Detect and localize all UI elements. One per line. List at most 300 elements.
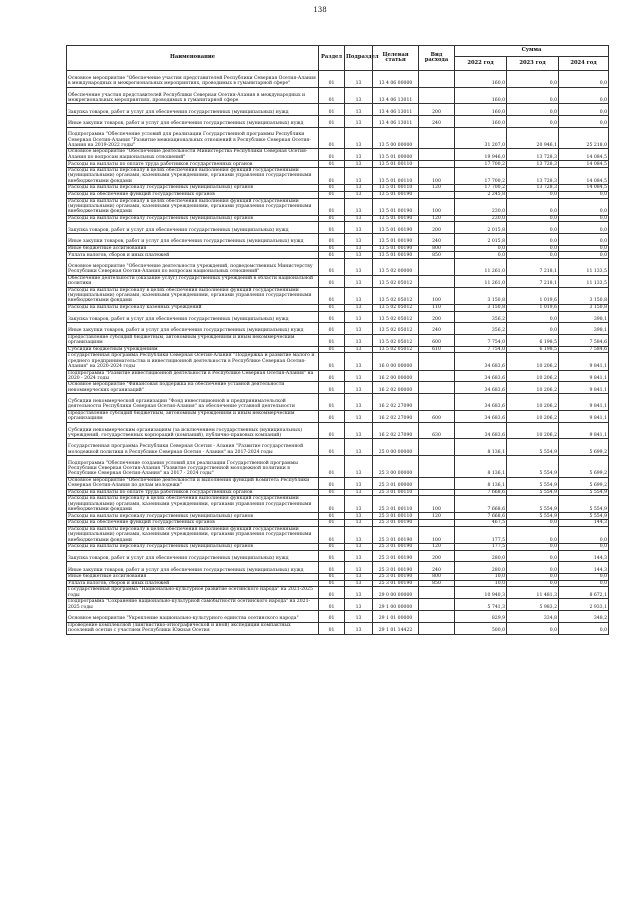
row-2024: 25 218,0 — [559, 127, 609, 149]
row-2022: 8 136,1 — [455, 456, 507, 478]
row-podrazdel: 13 — [345, 370, 373, 382]
row-vid: 800 — [419, 574, 455, 581]
row-name: Расходы на выплаты персоналу казенных учреждений — [67, 304, 319, 311]
table-row — [67, 104, 609, 116]
table-row — [67, 185, 609, 192]
row-2022: 8 136,1 — [455, 439, 507, 456]
row-2023: 5 554,9 — [507, 489, 559, 496]
row-2024: 8 672,1 — [559, 587, 609, 599]
row-2023: 0,0 — [507, 526, 559, 543]
row-2024: 9 841,1 — [559, 410, 609, 422]
row-vid — [419, 191, 455, 198]
row-target: 25 3 01 00110 — [373, 489, 419, 496]
row-razdel: 01 — [319, 259, 345, 276]
table-row — [67, 116, 609, 128]
row-2023: 1 019,6 — [507, 304, 559, 311]
row-2022: 5 741,3 — [455, 599, 507, 611]
row-2023: 0,0 — [507, 215, 559, 222]
row-2022: 19 946,0 — [455, 149, 507, 161]
row-2024: 9 841,1 — [559, 382, 609, 394]
row-name: Расходы на обеспечение функций государственных органов — [67, 520, 319, 527]
row-vid: 200 — [419, 311, 455, 323]
row-name: Государственная программа "Национально-культурное развитие осетинского народа" на 2021-2025 годы — [67, 587, 319, 599]
row-target: 16 2 02 00000 — [373, 382, 419, 394]
table-row — [67, 580, 609, 587]
row-podrazdel: 13 — [345, 353, 373, 370]
row-2022: 3 150,8 — [455, 304, 507, 311]
row-2023: 0,0 — [507, 580, 559, 587]
row-vid: 240 — [419, 323, 455, 335]
row-razdel: 01 — [319, 104, 345, 116]
table-row — [67, 304, 609, 311]
row-2024: 9 841,1 — [559, 370, 609, 382]
row-name: Субсидии бюджетным учреждениям — [67, 346, 319, 353]
row-podrazdel: 13 — [345, 185, 373, 192]
row-vid — [419, 353, 455, 370]
row-target: 25 3 01 00190 — [373, 550, 419, 562]
row-target: 25 3 01 00190 — [373, 580, 419, 587]
row-vid — [419, 275, 455, 287]
table-row — [67, 215, 609, 222]
row-2024: 11 133,5 — [559, 259, 609, 276]
row-2024: 398,1 — [559, 311, 609, 323]
row-2023: 0,0 — [507, 520, 559, 527]
row-vid — [419, 382, 455, 394]
table-row — [67, 422, 609, 439]
row-2023: 0,0 — [507, 116, 559, 128]
row-2022: 500,0 — [455, 622, 507, 634]
row-2023: 0,0 — [507, 245, 559, 252]
row-2022: 31 207,0 — [455, 127, 507, 149]
row-name: Закупка товаров, работ и услуг для обеспечения государственных (муниципальных) нужд — [67, 104, 319, 116]
row-razdel: 01 — [319, 198, 345, 215]
row-target: 16 2 00 00000 — [373, 370, 419, 382]
row-name: Иные бюджетные ассигнования — [67, 574, 319, 581]
row-vid — [419, 439, 455, 456]
row-target: 13 5 01 00110 — [373, 185, 419, 192]
row-2024: 0,0 — [559, 252, 609, 259]
table-row — [67, 550, 609, 562]
row-name: Обеспечение деятельности (оказание услуг) государственных учреждений в области национальной политики — [67, 275, 319, 287]
row-2022: 10,0 — [455, 580, 507, 587]
row-razdel: 01 — [319, 167, 345, 184]
row-2022: 230,0 — [455, 198, 507, 215]
row-2023: 0,0 — [507, 71, 559, 88]
row-2024: 9 841,1 — [559, 394, 609, 411]
row-razdel: 01 — [319, 222, 345, 234]
table-row — [67, 526, 609, 543]
header-razdel: Раздел — [319, 46, 345, 71]
row-name: Расходы на выплаты персоналу в целях обеспечения выполнения функций государственными (муниципальными) органами, казенными учреждениями, органами управления государственными внебюджетными фондами — [67, 167, 319, 184]
row-podrazdel: 13 — [345, 394, 373, 411]
row-razdel: 01 — [319, 550, 345, 562]
row-name: Расходы на выплаты по оплате труда работников государственных органов — [67, 489, 319, 496]
row-vid — [419, 611, 455, 623]
row-2024: 0,0 — [559, 191, 609, 198]
row-target: 13 5 01 00190 — [373, 198, 419, 215]
row-vid: 800 — [419, 245, 455, 252]
row-podrazdel: 13 — [345, 167, 373, 184]
row-2023: 0,0 — [507, 104, 559, 116]
row-razdel: 01 — [319, 346, 345, 353]
row-name: Расходы на выплаты персоналу государственных (муниципальных) органов — [67, 215, 319, 222]
row-2023: 5 554,9 — [507, 513, 559, 520]
row-2024: 7 584,6 — [559, 346, 609, 353]
header-2024: 2024 год — [559, 57, 609, 71]
row-target: 25 3 01 00000 — [373, 477, 419, 489]
row-vid: 200 — [419, 222, 455, 234]
row-2024: 144,3 — [559, 550, 609, 562]
row-2024: 3 150,8 — [559, 287, 609, 304]
row-name: Расходы на выплаты по оплате труда работников государственных органов — [67, 161, 319, 168]
table-row — [67, 191, 609, 198]
row-target: 13 5 01 00190 — [373, 222, 419, 234]
row-name: Уплата налогов, сборов и иных платежей — [67, 252, 319, 259]
row-vid — [419, 127, 455, 149]
table-row — [67, 370, 609, 382]
row-podrazdel: 13 — [345, 287, 373, 304]
row-podrazdel: 13 — [345, 611, 373, 623]
row-target: 13 5 02 05012 — [373, 311, 419, 323]
header-vid: Вид расхода — [419, 46, 455, 71]
row-2024: 0,0 — [559, 574, 609, 581]
row-razdel: 01 — [319, 161, 345, 168]
row-name: Основное мероприятие "Обеспечение деятельности учреждений, подведомственных Министерству Республики Северная Осетия-Алания по вопросам национальных отношений" — [67, 259, 319, 276]
row-name: Иные закупки товаров, работ и услуг для обеспечения государственных (муниципальных) нужд — [67, 562, 319, 574]
row-2022: 177,5 — [455, 526, 507, 543]
row-podrazdel: 13 — [345, 544, 373, 551]
row-target: 25 3 01 00110 — [373, 496, 419, 513]
row-2023: 13 728,3 — [507, 185, 559, 192]
row-vid — [419, 587, 455, 599]
table-row — [67, 252, 609, 259]
row-2024: 5 554,9 — [559, 489, 609, 496]
row-2024: 0,0 — [559, 104, 609, 116]
table-row — [67, 353, 609, 370]
row-target: 25 3 01 00190 — [373, 544, 419, 551]
table-row — [67, 222, 609, 234]
row-2024: 144,3 — [559, 562, 609, 574]
row-2024: 14 084,5 — [559, 167, 609, 184]
row-2023: 5 554,9 — [507, 477, 559, 489]
table-row — [67, 87, 609, 104]
row-podrazdel: 13 — [345, 346, 373, 353]
row-vid: 240 — [419, 234, 455, 246]
row-razdel: 01 — [319, 323, 345, 335]
row-podrazdel: 13 — [345, 477, 373, 489]
table-body — [67, 71, 609, 635]
row-name: Расходы на выплаты персоналу государственных (муниципальных) органов — [67, 544, 319, 551]
row-2022: 160,0 — [455, 87, 507, 104]
row-name: Иные закупки товаров, работ и услуг для обеспечения государственных (муниципальных) нужд — [67, 323, 319, 335]
table-row — [67, 477, 609, 489]
row-2022: 7 668,6 — [455, 489, 507, 496]
row-2023: 1 019,6 — [507, 287, 559, 304]
row-target: 13 5 01 00000 — [373, 149, 419, 161]
row-razdel: 01 — [319, 394, 345, 411]
row-2024: 144,3 — [559, 520, 609, 527]
row-2023: 6 198,5 — [507, 334, 559, 346]
row-podrazdel: 13 — [345, 520, 373, 527]
row-2023: 10 206,2 — [507, 370, 559, 382]
row-2022: 34 683,6 — [455, 353, 507, 370]
table-row — [67, 611, 609, 623]
row-target: 16 2 02 27090 — [373, 422, 419, 439]
row-2023: 7 218,1 — [507, 259, 559, 276]
table-row — [67, 520, 609, 527]
row-2024: 7 584,6 — [559, 334, 609, 346]
row-target: 16 2 02 27090 — [373, 394, 419, 411]
row-2023: 0,0 — [507, 198, 559, 215]
table-row — [67, 275, 609, 287]
row-2022: 2 245,8 — [455, 191, 507, 198]
row-name: Основное мероприятие "Обеспечение деятельности Министерства Республики Северная Осетия-Алания по вопросам национальных отношений" — [67, 149, 319, 161]
header-podrazdel: Подраздел — [345, 46, 373, 71]
row-target: 25 3 01 00110 — [373, 513, 419, 520]
table-row — [67, 394, 609, 411]
row-target: 29 0 00 00000 — [373, 587, 419, 599]
row-2022: 0,0 — [455, 252, 507, 259]
header-target: Целевая статья — [373, 46, 419, 71]
row-podrazdel: 13 — [345, 234, 373, 246]
row-2024: 9 841,1 — [559, 422, 609, 439]
row-razdel: 01 — [319, 149, 345, 161]
row-2022: 10,0 — [455, 574, 507, 581]
row-2023: 0,0 — [507, 311, 559, 323]
row-name: Расходы на выплаты персоналу в целях обеспечения выполнения функций государственными (муниципальными) органами, казенными учреждениями, органами управления государственными внебюджетными фондами — [67, 198, 319, 215]
row-2023: 20 946,1 — [507, 127, 559, 149]
table-row — [67, 149, 609, 161]
table-row — [67, 496, 609, 513]
row-name: Расходы на выплаты персоналу государственных (муниципальных) органов — [67, 513, 319, 520]
row-razdel: 01 — [319, 520, 345, 527]
row-podrazdel: 13 — [345, 496, 373, 513]
table-row — [67, 410, 609, 422]
row-2023: 13 728,3 — [507, 161, 559, 168]
row-2024: 9 841,1 — [559, 353, 609, 370]
row-2024: 0,0 — [559, 580, 609, 587]
row-vid — [419, 489, 455, 496]
row-vid: 100 — [419, 167, 455, 184]
row-target: 25 3 01 00190 — [373, 526, 419, 543]
budget-table — [66, 45, 609, 635]
row-2024: 5 699,2 — [559, 477, 609, 489]
row-target: 25 3 01 00190 — [373, 520, 419, 527]
row-name: Основное мероприятие "Обеспечение участия представителей Республики Северная Осетия-Алания в международных и межрегиональных мероприятиях, проводимых в гуманитарной сфере" — [67, 71, 319, 88]
row-target: 25 3 01 00190 — [373, 562, 419, 574]
row-target: 25 0 00 00000 — [373, 439, 419, 456]
row-podrazdel: 13 — [345, 323, 373, 335]
table-row — [67, 622, 609, 634]
table-row — [67, 513, 609, 520]
row-vid — [419, 599, 455, 611]
row-target: 13 5 01 00110 — [373, 167, 419, 184]
row-vid — [419, 370, 455, 382]
row-2022: 2 015,8 — [455, 222, 507, 234]
row-target: 13 5 02 05012 — [373, 287, 419, 304]
row-target: 16 2 02 27090 — [373, 410, 419, 422]
row-2022: 34 683,6 — [455, 394, 507, 411]
row-name: Субсидии некоммерческой организации "Фонд инвестиционной и предпринимательской деятельности Республики Северная Осетия-Алания" на обеспечение уставной деятельности — [67, 394, 319, 411]
row-target: 29 1 00 00000 — [373, 599, 419, 611]
row-target: 16 0 00 00000 — [373, 353, 419, 370]
row-2022: 10 940,3 — [455, 587, 507, 599]
row-name: Иные закупки товаров, работ и услуг для обеспечения государственных (муниципальных) нужд — [67, 234, 319, 246]
row-2024: 398,1 — [559, 323, 609, 335]
row-vid: 630 — [419, 422, 455, 439]
row-target: 25 3 00 00000 — [373, 456, 419, 478]
row-podrazdel: 13 — [345, 311, 373, 323]
row-2022: 7 754,0 — [455, 346, 507, 353]
row-razdel: 01 — [319, 477, 345, 489]
row-razdel: 01 — [319, 574, 345, 581]
row-2023: 10 206,2 — [507, 394, 559, 411]
row-2023: 0,0 — [507, 574, 559, 581]
table-row — [67, 127, 609, 149]
row-vid — [419, 87, 455, 104]
row-2022: 11 261,0 — [455, 259, 507, 276]
row-vid: 600 — [419, 410, 455, 422]
row-razdel: 01 — [319, 526, 345, 543]
row-2024: 14 084,5 — [559, 185, 609, 192]
row-podrazdel: 13 — [345, 422, 373, 439]
row-vid — [419, 394, 455, 411]
row-vid: 200 — [419, 104, 455, 116]
row-target: 13 5 01 00190 — [373, 252, 419, 259]
row-name: Закупка товаров, работ и услуг для обеспечения государственных (муниципальных) нужд — [67, 222, 319, 234]
row-name: Подпрограмма "Развитие инвестиционной деятельности в Республике Северная Осетия-Алания" на 2020 - 2024 годы — [67, 370, 319, 382]
row-2024: 0,0 — [559, 116, 609, 128]
row-name: Обеспечение участия представителей Республики Северная Осетия-Алания в международных и межрегиональных мероприятиях, проводимых в гуманитарной сфере — [67, 87, 319, 104]
row-target: 13 5 01 00110 — [373, 161, 419, 168]
row-razdel: 01 — [319, 234, 345, 246]
row-razdel: 01 — [319, 611, 345, 623]
row-name: Закупка товаров, работ и услуг для обеспечения государственных (муниципальных) нужд — [67, 311, 319, 323]
row-2023: 5 554,9 — [507, 456, 559, 478]
table-row — [67, 489, 609, 496]
row-vid: 600 — [419, 334, 455, 346]
row-razdel: 01 — [319, 599, 345, 611]
row-2024: 0,0 — [559, 245, 609, 252]
row-target: 13 5 02 05012 — [373, 323, 419, 335]
row-target: 13 5 01 00190 — [373, 191, 419, 198]
row-podrazdel: 13 — [345, 574, 373, 581]
row-podrazdel: 13 — [345, 382, 373, 394]
row-vid — [419, 477, 455, 489]
row-vid: 120 — [419, 544, 455, 551]
row-target: 29 1 01 14422 — [373, 622, 419, 634]
row-razdel: 01 — [319, 562, 345, 574]
row-2023: 0,0 — [507, 562, 559, 574]
row-podrazdel: 13 — [345, 550, 373, 562]
table-row — [67, 71, 609, 88]
row-name: Государственная программа Республики Северная Осетия - Алания "Развитие государственной молодежной политики в Республике Северная Осетия - Алания" на 2017-2024 годы — [67, 439, 319, 456]
header-2023: 2023 год — [507, 57, 559, 71]
row-razdel: 01 — [319, 496, 345, 513]
row-2024: 14 084,5 — [559, 161, 609, 168]
row-podrazdel: 13 — [345, 215, 373, 222]
row-razdel: 01 — [319, 87, 345, 104]
row-razdel: 01 — [319, 185, 345, 192]
row-target: 13 5 01 00190 — [373, 245, 419, 252]
row-razdel: 01 — [319, 287, 345, 304]
row-vid: 100 — [419, 496, 455, 513]
row-2023: 11 481,3 — [507, 587, 559, 599]
row-2023: 5 554,9 — [507, 496, 559, 513]
row-target: 25 3 01 00190 — [373, 574, 419, 581]
table-row — [67, 161, 609, 168]
row-razdel: 01 — [319, 370, 345, 382]
row-2024: 0,0 — [559, 71, 609, 88]
row-name: Иные закупки товаров, работ и услуг для обеспечения государственных (муниципальных) нужд — [67, 116, 319, 128]
table-row — [67, 587, 609, 599]
row-podrazdel: 13 — [345, 410, 373, 422]
row-podrazdel: 13 — [345, 562, 373, 574]
table-row — [67, 599, 609, 611]
row-2023: 334,8 — [507, 611, 559, 623]
header-sum: Сумма — [455, 46, 609, 57]
row-2022: 34 683,6 — [455, 382, 507, 394]
row-2024: 0,0 — [559, 544, 609, 551]
row-target: 13 4 06 13011 — [373, 104, 419, 116]
row-2023: 6 198,5 — [507, 346, 559, 353]
row-name: Расходы на выплаты персоналу в целях обеспечения выполнения функций государственными (муниципальными) органами, казенными учреждениями, органами управления государственными внебюджетными фондами — [67, 287, 319, 304]
row-podrazdel: 13 — [345, 191, 373, 198]
row-razdel: 01 — [319, 580, 345, 587]
row-2022: 160,0 — [455, 104, 507, 116]
row-podrazdel: 13 — [345, 334, 373, 346]
table-row — [67, 167, 609, 184]
row-2023: 5 983,2 — [507, 599, 559, 611]
row-vid: 120 — [419, 215, 455, 222]
row-podrazdel: 13 — [345, 252, 373, 259]
row-2022: 829,9 — [455, 611, 507, 623]
row-2024: 5 554,9 — [559, 513, 609, 520]
header-name: Наименование — [67, 46, 319, 71]
row-target: 13 5 02 05012 — [373, 334, 419, 346]
row-vid: 200 — [419, 550, 455, 562]
row-razdel: 01 — [319, 127, 345, 149]
row-podrazdel: 13 — [345, 87, 373, 104]
row-podrazdel: 13 — [345, 149, 373, 161]
table-row — [67, 198, 609, 215]
row-2023: 0,0 — [507, 544, 559, 551]
row-name: Расходы на обеспечение функций государственных органов — [67, 191, 319, 198]
row-name: Предоставление субсидий бюджетным, автономным учреждениям и иным некоммерческим организациям — [67, 334, 319, 346]
row-2024: 5 699,2 — [559, 456, 609, 478]
row-podrazdel: 13 — [345, 439, 373, 456]
row-podrazdel: 13 — [345, 161, 373, 168]
row-name: Основное мероприятие "Финансовая поддержка на обеспечение уставной деятельности некоммерческих организаций" — [67, 382, 319, 394]
row-podrazdel: 13 — [345, 456, 373, 478]
row-target: 13 5 02 05012 — [373, 304, 419, 311]
row-vid: 100 — [419, 526, 455, 543]
table-row — [67, 323, 609, 335]
row-name: Расходы на выплаты персоналу государственных (муниципальных) органов — [67, 185, 319, 192]
row-name: Расходы на выплаты персоналу в целях обеспечения выполнения функций государственными (муниципальными) органами, казенными учреждениями, органами управления государственными внебюджетными фондами — [67, 526, 319, 543]
table-row — [67, 346, 609, 353]
row-vid: 610 — [419, 346, 455, 353]
row-target: 13 4 06 00000 — [373, 71, 419, 88]
row-vid: 850 — [419, 252, 455, 259]
row-podrazdel: 13 — [345, 599, 373, 611]
row-razdel: 01 — [319, 456, 345, 478]
table-row — [67, 562, 609, 574]
table-row — [67, 311, 609, 323]
row-2023: 0,0 — [507, 550, 559, 562]
row-name: Субсидии некоммерческим организациям (за исключением государственных (муниципальных) учреждений, государственных корпораций (компаний), публично-правовых компаний) — [67, 422, 319, 439]
row-2023: 0,0 — [507, 191, 559, 198]
